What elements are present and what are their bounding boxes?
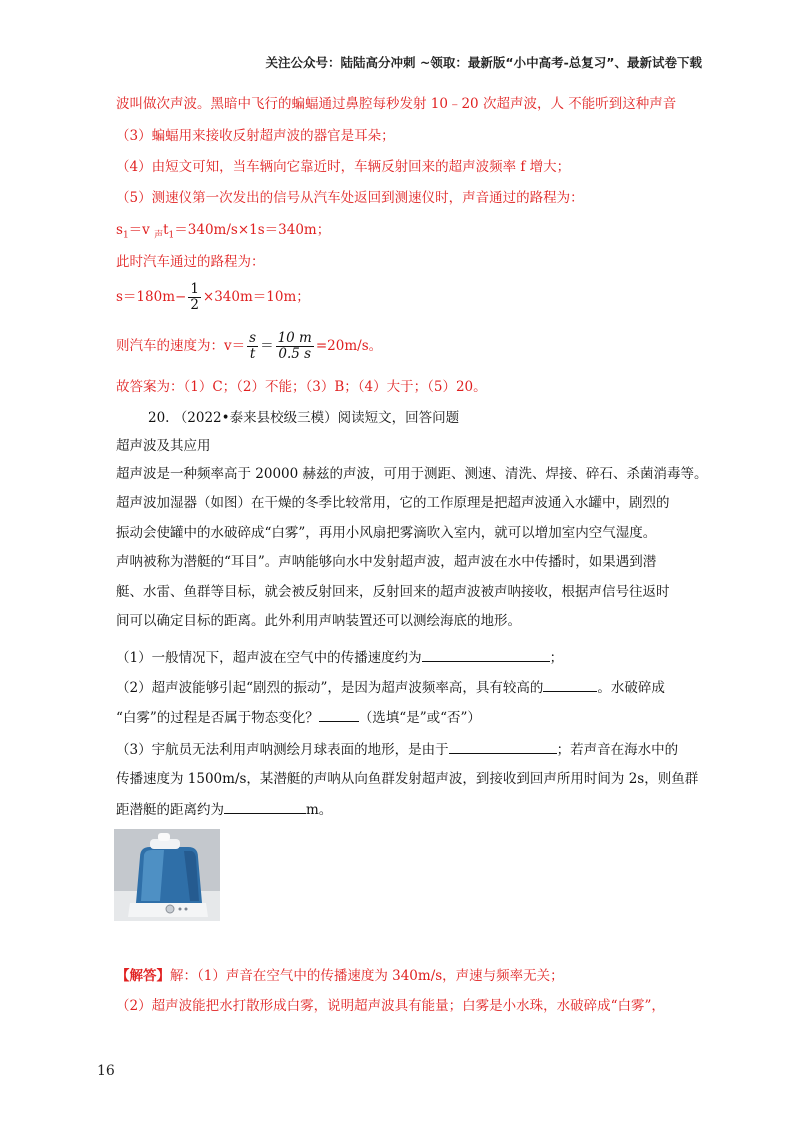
formula-s-car: s＝180m− $\frac{1}{2}$ ×340m＝10m； (116, 281, 310, 313)
paragraph-3b: 艇、水雷、鱼群等目标，就会被反射回来，反射回来的超声波被声呐接收，根据声信号往返时 (116, 584, 670, 600)
paragraph-3c: 间可以确定目标的距离。此外利用声呐装置还可以测绘海底的地形。 (116, 613, 521, 629)
humidifier-illustration (114, 829, 220, 921)
formula-velocity: 则汽车的速度为：v＝ $\frac{s}{t}$ ＝ $\frac{10 m}{0.5 s}$ =20m/s。 (116, 330, 383, 362)
paragraph-2b: 振动会使罐中的水破碎成“白雾”，再用小风扇把雾滴吹入室内，就可以增加室内空气湿度。 (116, 525, 657, 541)
answer-blank-2[interactable] (543, 677, 597, 692)
answer-line-1: 【解答】解：（1）声音在空气中的传播速度为 340m/s，声速与频率无关； (116, 968, 564, 984)
question-number: 20. （2022•泰来县校级三模）阅读短文，回答问题 (148, 410, 460, 426)
sub-question-2: （2）超声波能够引起“剧烈的振动”，是因为超声波频率高，具有较高的 。水破碎成 (116, 677, 665, 698)
answer-prev-line5: 此时汽车通过的路程为： (116, 254, 265, 270)
answer-line-2: （2）超声波能把水打散形成白雾，说明超声波具有能量；白雾是小水珠，水破碎成“白雾”， (116, 998, 665, 1014)
article-title: 超声波及其应用 (116, 438, 211, 454)
page-header: 关注公众号：陆陆高分冲刺 ~领取：最新版“小中高考-总复习”、最新试卷下载 (265, 55, 702, 70)
answer-prev-line1: 波叫做次声波。黑暗中飞行的蝙蝠通过鼻腔每秒发射 10﹣20 次超声波，人 不能听到这种声音 (116, 96, 677, 112)
paragraph-1: 超声波是一种频率高于 20000 赫兹的声波，可用于测距、测速、清洗、焊接、碎石、杀菌消毒等。 (116, 466, 708, 482)
sub-question-3-end: 距潜艇的距离约为 m。 (116, 799, 332, 820)
sub-question-3-cont: 传播速度为 1500m/s，某潜艇的声呐从向鱼群发射超声波，到接收到回声所用时间为 2s，则鱼群 (116, 771, 699, 787)
final-answer: 故答案为：（1）C；（2）不能；（3）B；（4）大于；（5）20。 (116, 379, 487, 395)
sub-question-1: （1）一般情况下，超声波在空气中的传播速度约为 ； (116, 647, 563, 668)
sub-question-2-cont: “白雾”的过程是否属于物态变化？ （选填“是”或“否”） (116, 707, 481, 728)
answer-blank-1[interactable] (422, 647, 550, 662)
answer-blank-5[interactable] (224, 799, 306, 814)
humidifier-image (114, 829, 220, 921)
formula-s1: $s_1=v$ $_声t_1=340m/s\times 1s=340m$； (116, 222, 331, 241)
paragraph-3a: 声呐被称为潜艇的“耳目”。声呐能够向水中发射超声波，超声波在水中传播时，如果遇到潜 (116, 554, 657, 570)
answer-prev-line4: （5）测速仪第一次发出的信号从汽车处返回到测速仪时，声音通过的路程为： (116, 190, 584, 206)
answer-prev-line2: （3）蝙蝠用来接收反射超声波的器官是耳朵； (116, 128, 395, 144)
answer-label: 【解答】 (116, 968, 170, 984)
paragraph-2a: 超声波加湿器（如图）在干燥的冬季比较常用，它的工作原理是把超声波通入水罐中，剧烈的 (116, 495, 670, 511)
sub-question-3: （3）宇航员无法利用声呐测绘月球表面的地形，是由于 ；若声音在海水中的 (116, 739, 678, 760)
page-number: 16 (97, 1063, 115, 1079)
answer-blank-4[interactable] (449, 739, 557, 754)
answer-prev-line3: （4）由短文可知，当车辆向它靠近时，车辆反射回来的超声波频率 f 增大； (116, 159, 571, 175)
answer-blank-3[interactable] (319, 707, 359, 722)
